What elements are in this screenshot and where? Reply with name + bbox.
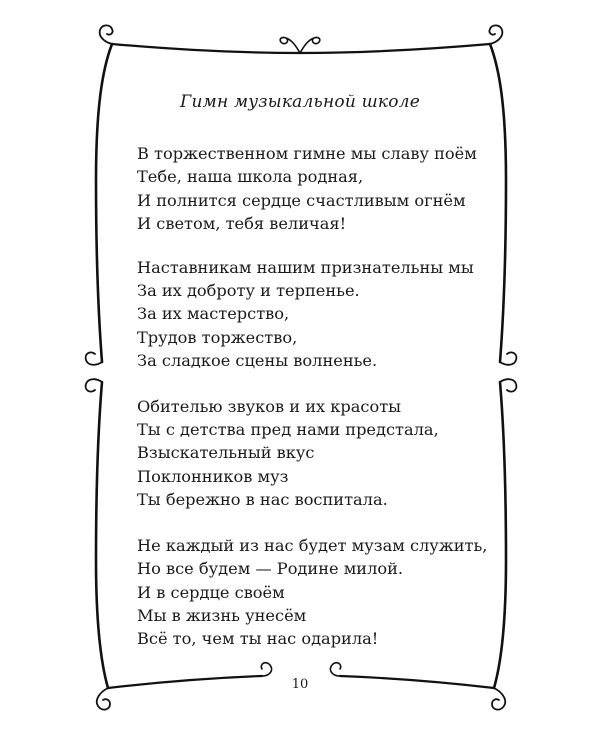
poem-line: Поклонников муз bbox=[137, 466, 289, 486]
poem-line: За их мастерство, bbox=[137, 304, 290, 324]
poem-line: За сладкое сцены волненье. bbox=[137, 351, 378, 371]
poem-line: Тебе, наша школа родная, bbox=[137, 167, 364, 187]
page-number: 10 bbox=[291, 677, 309, 692]
stanza-3 bbox=[137, 395, 517, 512]
stanza-1 bbox=[137, 142, 517, 236]
poem-line: Ты с детства пред нами предстала, bbox=[137, 420, 439, 440]
poem-line: Ты бережно в нас воспитала. bbox=[137, 490, 388, 510]
stanza-2 bbox=[137, 256, 517, 373]
poem-line: Но все будем — Родине милой. bbox=[137, 559, 404, 579]
poem-body bbox=[137, 142, 517, 673]
poem-title: Гимн музыкальной школе bbox=[180, 92, 420, 112]
poem-line: Мы в жизнь унесём bbox=[137, 605, 307, 625]
poem-line: И в сердце своём bbox=[137, 582, 285, 602]
poem-line: Взыскательный вкус bbox=[137, 443, 315, 463]
poem-line: Наставникам нашим признательны мы bbox=[137, 257, 474, 277]
poem-line: Не каждый из нас будет музам служить, bbox=[137, 535, 488, 555]
poem-line: И полнится сердце счастливым огнём bbox=[137, 190, 466, 210]
poem-line: За их доброту и терпенье. bbox=[137, 281, 360, 301]
poem-line: Всё то, чем ты нас одарила! bbox=[137, 629, 379, 649]
poem-line: Обителью звуков и их красоты bbox=[137, 396, 402, 416]
stanza-4 bbox=[137, 534, 517, 651]
poem-line: В торжественном гимне мы славу поём bbox=[137, 144, 477, 163]
poem-line: Трудов торжество, bbox=[137, 327, 298, 347]
poem-line: И светом, тебя величая! bbox=[137, 214, 347, 234]
